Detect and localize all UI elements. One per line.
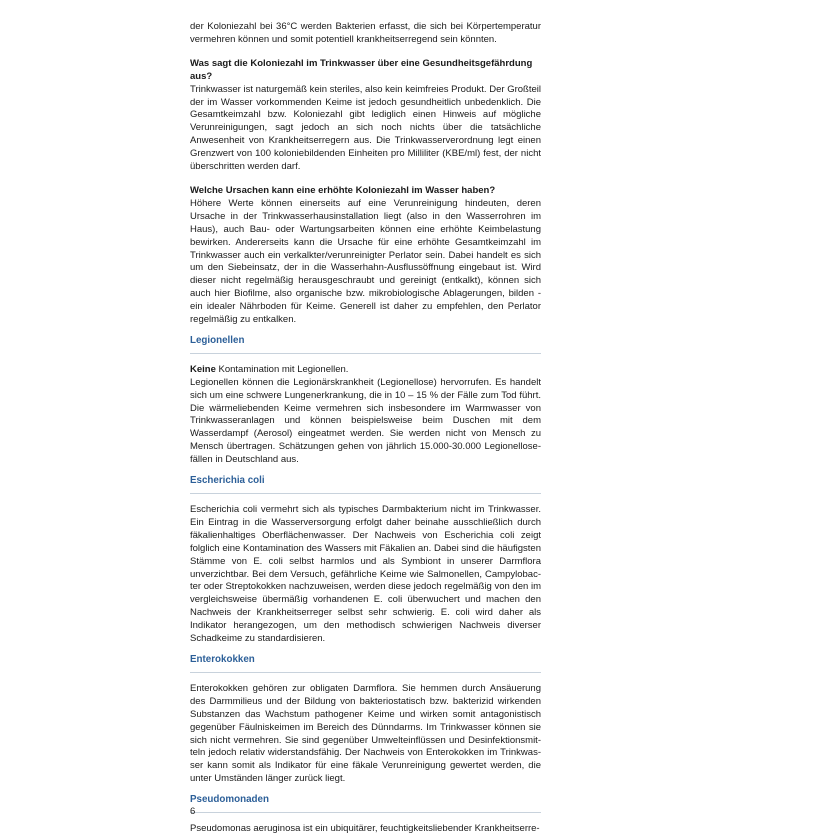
legionellen-body: Legionellen können die Legionärskrankheit (Legionellose) hervorrufen. Es handelt sich um eine schwere Lungenerkrankung, die in 10 – 15 % der Fälle zum Tod führt. Die wärmeliebenden Keime vermehren sich insbesondere im Warmwasser von Trinkwasseranlagen und können beispielsweise beim Duschen mit dem Wasserdampf (Aerosol) eingeatmet werden. Sie werden nicht von Mensch zu Mensch übertragen. Schätzungen gehen von jährlich 15.000-30.000 Legionellosefällen in Deutschland aus. — [190, 376, 541, 466]
section-heading-enterokokken: Enterokokken — [190, 654, 541, 673]
text-column — [190, 21, 541, 836]
section-heading-pseudomonaden: Pseudomonaden — [190, 794, 541, 813]
legionellen-result-bold: Keine — [190, 363, 216, 375]
faq-question-ursachen: Welche Ursachen kann eine erhöhte Koloniezahl im Wasser haben? — [190, 184, 496, 196]
faq-answer-koloniezahl: Trinkwasser ist naturgemäß kein steriles, also kein keimfreies Produkt. Der Großteil der im Wasser vorkommenden Keime ist jedoch gesundheitlich unbedenklich. Die Gesamtkeimzahl bzw. Koloniezahl gibt lediglich einen Hinweis auf mögliche Verunreinigungen, sagt jedoch an sich noch nichts über die tatsächliche Anwesenheit von Krankheitserregern aus. Die Trinkwasserverordnung legt einen Grenzwert von 100 koloniebildenden Einheiten pro Milliliter (KBE/ml) fest, der nicht überschritten werden darf. — [190, 83, 541, 173]
section-enterokokken — [190, 654, 541, 786]
section-heading-escherichia-coli: Escherichia coli — [190, 475, 541, 494]
section-heading-legionellen: Legionellen — [190, 335, 541, 354]
section-pseudomonaden — [190, 794, 541, 836]
pseudomonaden-body: Pseudomonas aeruginosa ist ein ubiquitärer, feuchtigkeitsliebender Krankheitserre- — [190, 823, 540, 835]
section-legionellen — [190, 335, 541, 467]
page-number: 6 — [190, 806, 196, 817]
enterokokken-body: Enterokokken gehören zur obligaten Darmflora. Sie hemmen durch Ansäuerung des Darmmilieus und der Bildung von bakteriostatisch bzw. bakterizid wirkenden Substanzen das Wachstum pathogener Keime und wirken somit antagonistisch gegenüber Fäulniskeimen im Bereich des Dünndarms. Im Trinkwasser können sie sich nicht vermehren. Sie sind gegenüber Umwelteinflüssen und Desinfektionsmitteln jedoch relativ widerstandsfähig. Der Nachweis von Enterokokken im Trinkwasser kann somit als Indikator für eine fäkale Verunreinigung gewertet werden, die unter Umständen länger zurück liegt. — [190, 682, 541, 785]
faq-question-koloniezahl: Was sagt die Koloniezahl im Trinkwasser über eine Gesundheitsgefährdung aus? — [190, 57, 533, 82]
escherichia-coli-body: Escherichia coli vermehrt sich als typisches Darmbakterium nicht im Trinkwasser. Ein Eintrag in die Wasserversorgung erfolgt daher beinahe ausschließlich durch fäkalienhaltiges Oberflächenwasser. Der Nachweis von Escherichia coli zeigt folglich eine Kontamination des Wassers mit Fäkalien an. Dabei sind die häufigsten Stämme von E. coli selbst harmlos und als Symbiont in unserer Darmflora unverzichtbar. Bei dem Versuch, gefährliche Keime wie Salmonellen, Campylobacter oder Streptokokken nachzuweisen, werden diese jedoch regelmäßig von den im vergleichsweise übermäßig vorhandenen E. coli überwuchert und machen den Nachweis der Krankheitserreger selbst sehr schwierig. E. coli wird daher als Indikator herangezogen, um den methodisch schwierigen Nachweis diverser Schadkeime zu standardisieren. — [190, 504, 541, 645]
legionellen-result-line — [190, 364, 541, 377]
faq-answer-ursachen: Höhere Werte können einerseits auf eine Verunreinigung hindeuten, deren Ursache in der Trinkwasserhausinstallation liegt (also in den Wasserrohren im Haus), auch Bau- oder Wartungsarbeiten können eine erhöhte Keimbelastung bewirken. Andererseits kann die Ursache für eine erhöhte Gesamtkeimzahl im Trinkwasser auch ein verkalkter/verunreinigter Perlator sein. Dabei handelt es sich um den Siebeinsatz, der in die Wasserhahn-Ausflussöffnung eingebaut ist. Wird dieser nicht regelmäßig herausgeschraubt und gereinigt (entkalkt), können sich auch hier Biofilme, also organische bzw. mikrobiologische Ablagerungen, bilden - ein idealer Nährboden für Keime. Generell ist daher zu empfehlen, den Perlator regelmäßig zu entkalken. — [190, 197, 541, 326]
legionellen-result-rest: Kontamination mit Legionellen. — [215, 363, 349, 375]
section-escherichia-coli — [190, 475, 541, 646]
intro-paragraph: der Koloniezahl bei 36°C werden Bakterien erfasst, die sich bei Körpertemperatur vermehren können und somit potentiell krankheitserregend sein könnten. — [190, 21, 541, 45]
